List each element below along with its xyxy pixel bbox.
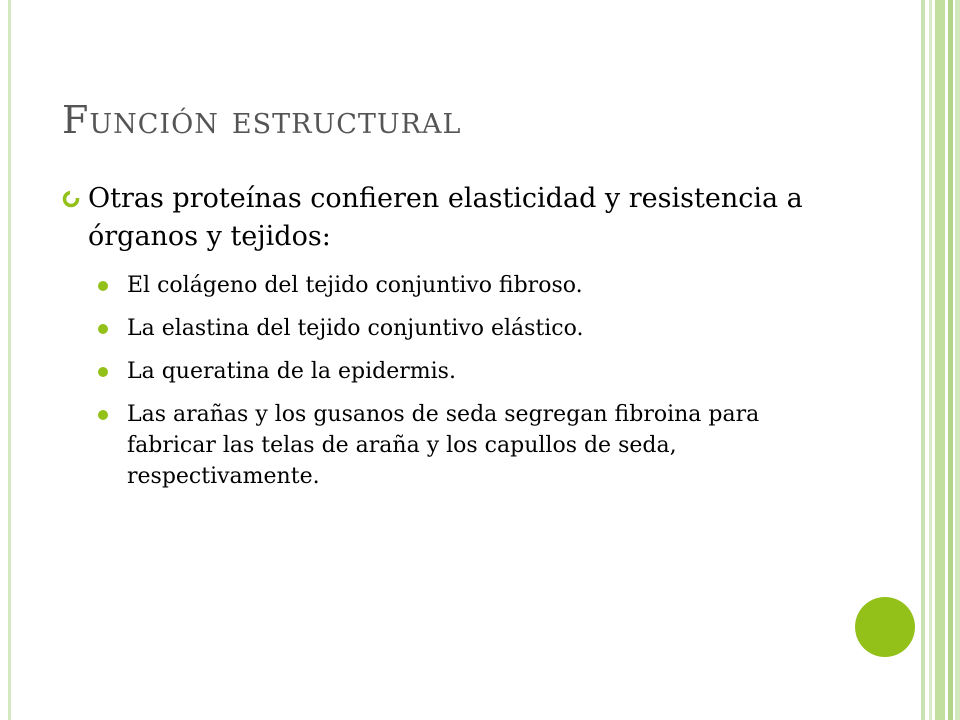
stripe [929,0,932,720]
stripe [921,0,925,720]
sub-bullet-text: Las arañas y los gusanos de seda segregan fibroina para fabricar las telas de araña y los capullos de seda, respectivamente. [127,402,760,489]
dot-bullet-icon [98,367,108,377]
ring-bullet-icon [62,190,80,208]
dot-bullet-icon [98,281,108,291]
sub-bullet-list [60,270,850,492]
main-bullet-item [60,180,850,256]
sub-bullet-text: La queratina de la epidermis. [127,359,456,384]
stripe [948,0,953,720]
stripe [955,0,960,720]
main-bullet-text: Otras proteínas confieren elasticidad y resistencia a órganos y tejidos: [88,183,803,252]
right-decorative-stripes [921,0,960,720]
green-circle-decoration [855,597,915,657]
dot-bullet-icon [98,410,108,420]
slide-content [60,180,850,504]
left-border-line [8,0,11,720]
stripe [935,0,945,720]
slide-title: Función estructural [62,98,462,142]
sub-bullet-item [60,399,850,492]
sub-bullet-text: La elastina del tejido conjuntivo elástico. [127,316,584,341]
sub-bullet-item [60,356,850,387]
dot-bullet-icon [98,324,108,334]
sub-bullet-text: El colágeno del tejido conjuntivo fibroso. [127,273,583,298]
sub-bullet-item [60,270,850,301]
sub-bullet-item [60,313,850,344]
